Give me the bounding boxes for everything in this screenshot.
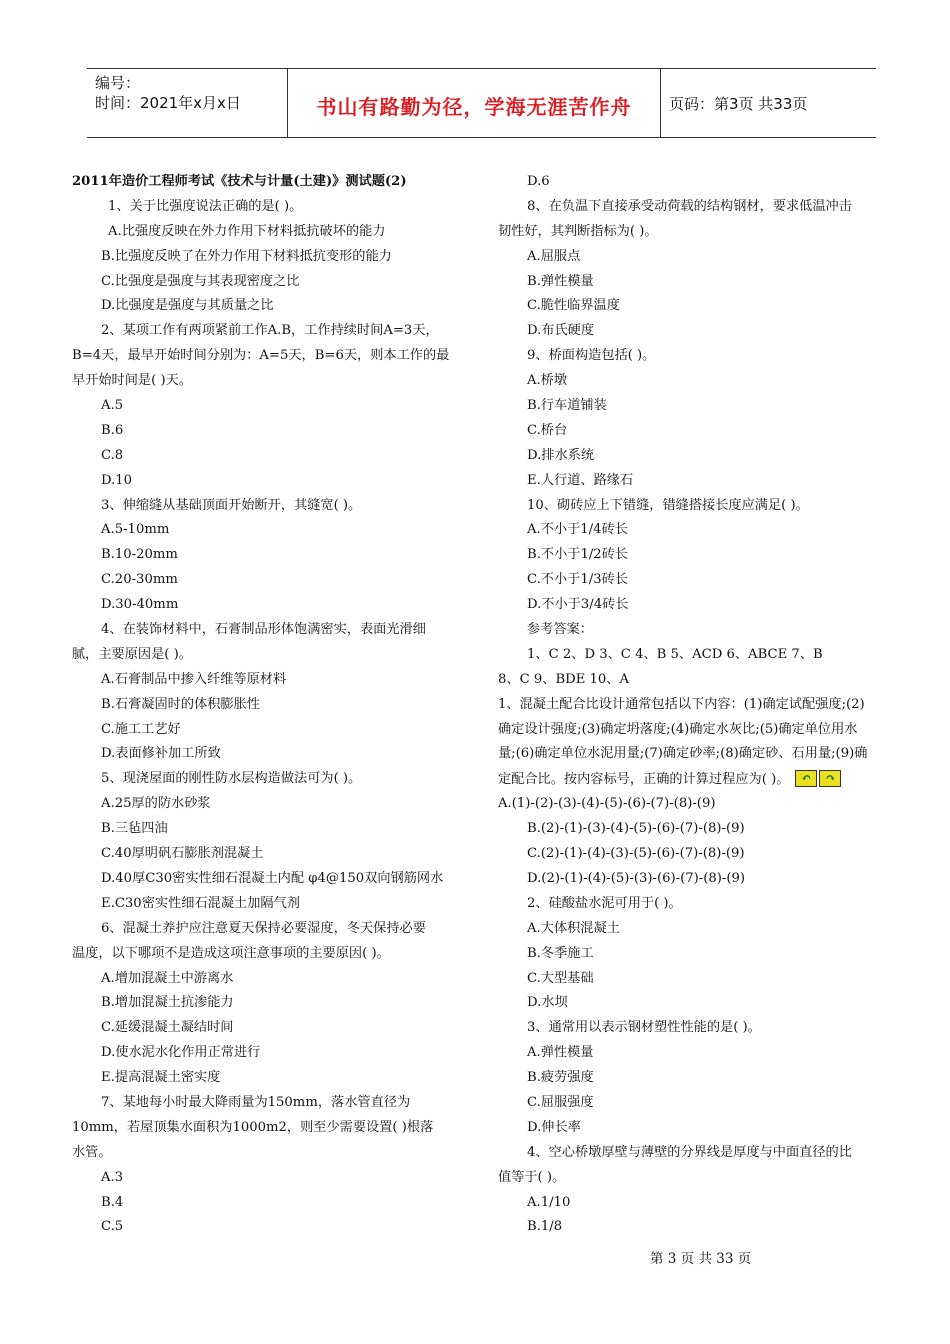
text-line [72,1166,472,1191]
line-text: 量;(6)确定单位水泥用量;(7)确定砂率;(8)确定砂、石用量;(9)确 [498,746,868,762]
line-text: 韧性好，其判断指标为( )。 [498,223,658,239]
line-text: 4、在装饰材料中，石膏制品形体饱满密实，表面光滑细 [101,622,426,638]
text-line [72,991,472,1016]
line-text: 早开始时间是( )天。 [72,373,192,389]
text-line [498,1116,888,1141]
line-text: 腻，主要原因是( )。 [72,646,192,662]
line-text: 温度，以下哪项不是造成这项注意事项的主要原因( )。 [72,945,390,961]
line-text: 5、现浇屋面的刚性防水层构造做法可为( )。 [101,771,362,787]
line-text: A.大体积混凝土 [527,920,620,936]
text-line [498,245,888,270]
text-line [72,270,472,295]
line-text: B=4天，最早开始时间分别为：A=5天，B=6天，则本工作的最 [72,348,450,364]
line-text: 定配合比。按内容标号，正确的计算过程应为( )。 [498,772,790,788]
text-line [498,917,888,942]
text-line [72,170,472,195]
line-text: 2011年造价工程师考试《技术与计量(土建)》测试题(2) [72,174,407,189]
text-line [498,1041,888,1066]
text-line [72,394,472,419]
text-line [72,344,472,369]
text-line [498,767,888,792]
line-text: 1、C 2、D 3、C 4、B 5、ACD 6、ABCE 7、B [527,646,823,662]
text-line [72,518,472,543]
line-text: 1、混凝土配合比设计通常包括以下内容：(1)确定试配强度;(2) [498,696,865,712]
text-line [498,195,888,220]
text-line [498,220,888,245]
line-text: 4、空心桥墩厚壁与薄壁的分界线是厚度与中面直径的比 [527,1144,852,1160]
text-line [72,494,472,519]
line-text: D.(2)-(1)-(4)-(5)-(3)-(6)-(7)-(8)-(9) [527,870,746,886]
line-text: C.大型基础 [527,970,594,986]
text-line [72,917,472,942]
line-text: D.水坝 [527,995,568,1011]
line-text: D.伸长率 [527,1119,581,1135]
text-line [72,668,472,693]
text-line [498,1091,888,1116]
text-line [72,1066,472,1091]
right-column [498,170,888,1240]
line-text: A.石膏制品中掺入纤维等原材料 [101,671,287,687]
line-text: 10mm，若屋顶集水面积为1000m2，则至少需要设置( )根落 [72,1119,434,1135]
text-line [498,494,888,519]
line-text: D.40厚C30密实性细石混凝土内配 φ4@150双向钢筋网水 [101,870,444,886]
line-text: A.(1)-(2)-(3)-(4)-(5)-(6)-(7)-(8)-(9) [498,796,716,812]
text-line [72,1141,472,1166]
line-text: C.20-30mm [101,572,178,588]
line-text: A.25厚的防水砂浆 [101,796,211,812]
text-line [72,693,472,718]
left-column [72,170,472,1240]
line-text: A.弹性模量 [527,1045,594,1061]
line-text: 8、C 9、BDE 10、A [498,671,630,687]
line-text: C.40厚明矾石膨胀剂混凝土 [101,846,264,862]
text-line [498,543,888,568]
line-text: C.5 [101,1219,124,1235]
line-text: 8、在负温下直接承受动荷载的结构钢材，要求低温冲击 [527,198,852,214]
text-line [72,419,472,444]
text-line [72,718,472,743]
line-text: D.使水泥水化作用正常进行 [101,1045,261,1061]
line-text: 6、混凝土养护应注意夏天保持必要湿度，冬天保持必要 [101,920,426,936]
line-text: A.比强度反映在外力作用下材料抵抗破坏的能力 [108,223,386,239]
text-line [498,593,888,618]
text-line [498,618,888,643]
line-text: D.10 [101,472,133,488]
line-text: 1、关于比强度说法正确的是( )。 [108,198,303,214]
line-text: 水管。 [72,1144,112,1160]
text-line [498,444,888,469]
text-line [72,245,472,270]
line-text: C.桥台 [527,422,568,438]
text-line [498,1016,888,1041]
text-line [498,718,888,743]
line-text: B.疲劳强度 [527,1070,594,1086]
line-text: D.布氏硬度 [527,323,595,339]
line-text: D.不小于3/4砖长 [527,597,629,613]
text-line [498,294,888,319]
line-text: 10、砌砖应上下错缝，错缝搭接长度应满足( )。 [527,497,809,513]
line-text: A.桥墩 [527,373,568,389]
header-divider [660,69,661,137]
text-line [498,1166,888,1191]
line-text: B.三毡四油 [101,821,168,837]
line-text: B.石膏凝固时的体积膨胀性 [101,696,260,712]
nav-icon-group [795,767,843,792]
line-text: A.屈服点 [527,248,581,264]
text-line [498,170,888,195]
line-text: D.比强度是强度与其质量之比 [101,298,274,314]
line-text: 3、伸缩缝从基础顶面开始断开，其缝宽( )。 [101,497,362,513]
line-text: B.(2)-(1)-(3)-(4)-(5)-(6)-(7)-(8)-(9) [527,821,745,837]
header-info [95,73,241,113]
text-line [498,270,888,295]
text-line [72,1041,472,1066]
line-text: A.增加混凝土中游离水 [101,970,234,986]
text-line [498,892,888,917]
text-line [498,344,888,369]
line-text: 9、桥面构造包括( )。 [527,348,656,364]
line-text: B.比强度反映了在外力作用下材料抵抗变形的能力 [101,248,392,264]
text-line [72,1215,472,1240]
text-line [72,220,472,245]
line-text: C.8 [101,447,124,463]
text-line [498,369,888,394]
text-line [72,767,472,792]
line-text: D.排水系统 [527,447,595,463]
text-line [72,543,472,568]
text-line [498,693,888,718]
line-text: 确定设计强度;(3)确定坍落度;(4)确定水灰比;(5)确定单位用水 [498,721,858,737]
text-line [72,792,472,817]
text-line [498,817,888,842]
line-text: A.5-10mm [101,522,170,538]
line-text: B.10-20mm [101,547,178,563]
line-text: A.1/10 [527,1194,571,1210]
line-text: D.表面修补加工所致 [101,746,221,762]
line-text: E.人行道、路缘石 [527,472,634,488]
text-line [72,1016,472,1041]
text-line [72,1091,472,1116]
line-text: B.6 [101,422,124,438]
text-line [498,1066,888,1091]
line-text: C.施工工艺好 [101,721,181,737]
text-line [72,568,472,593]
line-text: C.比强度是强度与其表现密度之比 [101,273,300,289]
forward-arrow-icon[interactable]: ↷ [819,770,841,787]
line-text: B.增加混凝土抗渗能力 [101,995,234,1011]
line-text: 2、硅酸盐水泥可用于( )。 [527,895,682,911]
header-motto: 书山有路勤为径，学海无涯苦作舟 [316,95,632,119]
text-line [498,991,888,1016]
text-line [498,967,888,992]
text-line [72,942,472,967]
back-arrow-icon[interactable]: ↶ [795,770,817,787]
text-line [72,967,472,992]
time-label: 时间：2021年x月x日 [95,94,241,112]
line-text: B.行车道铺装 [527,398,607,414]
text-line [72,892,472,917]
serial-label: 编号： [95,74,141,92]
text-line [498,1191,888,1216]
line-text: A.3 [101,1169,124,1185]
line-text: C.屈服强度 [527,1094,594,1110]
line-text: D.6 [527,174,550,189]
line-text: D.30-40mm [101,597,179,613]
text-line [498,469,888,494]
text-line [72,469,472,494]
text-line [72,643,472,668]
text-line [498,668,888,693]
line-text: E.提高混凝土密实度 [101,1070,221,1086]
text-line [498,394,888,419]
text-line [72,195,472,220]
line-text: A.不小于1/4砖长 [527,522,628,538]
text-line [498,419,888,444]
line-text: B.弹性模量 [527,273,594,289]
text-line [72,742,472,767]
text-line [72,319,472,344]
text-line [498,319,888,344]
line-text: 2、某项工作有两项紧前工作A.B，工作持续时间A=3天， [101,323,439,339]
text-line [498,742,888,767]
line-text: C.脆性临界温度 [527,298,620,314]
text-line [498,792,888,817]
text-line [498,1215,888,1240]
text-line [72,294,472,319]
text-line [498,867,888,892]
text-line [72,444,472,469]
line-text: 3、通常用以表示钢材塑性性能的是( )。 [527,1020,761,1036]
line-text: 参考答案： [527,622,593,638]
page-header [87,68,876,138]
line-text: C.(2)-(1)-(4)-(3)-(5)-(6)-(7)-(8)-(9) [527,846,745,862]
line-text: B.冬季施工 [527,945,594,961]
text-line [498,1141,888,1166]
line-text: B.4 [101,1194,124,1210]
line-text: 7、某地每小时最大降雨量为150mm，落水管直径为 [101,1094,411,1110]
text-line [498,842,888,867]
text-line [72,369,472,394]
line-text: C.延缓混凝土凝结时间 [101,1020,234,1036]
line-text: A.5 [101,398,124,414]
line-text: E.C30密实性细石混凝土加隔气剂 [101,895,300,911]
header-page-label: 页码：第3页 共33页 [669,95,808,113]
text-line [72,817,472,842]
text-line [72,842,472,867]
text-line [498,568,888,593]
text-line [498,518,888,543]
text-line [72,593,472,618]
text-line [498,942,888,967]
line-text: C.不小于1/3砖长 [527,572,628,588]
text-line [498,643,888,668]
text-line [72,618,472,643]
line-text: B.不小于1/2砖长 [527,547,629,563]
page-footer: 第 3 页 共 33 页 [650,1251,752,1267]
text-line [72,1191,472,1216]
text-line [72,1116,472,1141]
line-text: B.1/8 [527,1219,563,1235]
line-text: 值等于( )。 [498,1169,566,1185]
text-line [72,867,472,892]
